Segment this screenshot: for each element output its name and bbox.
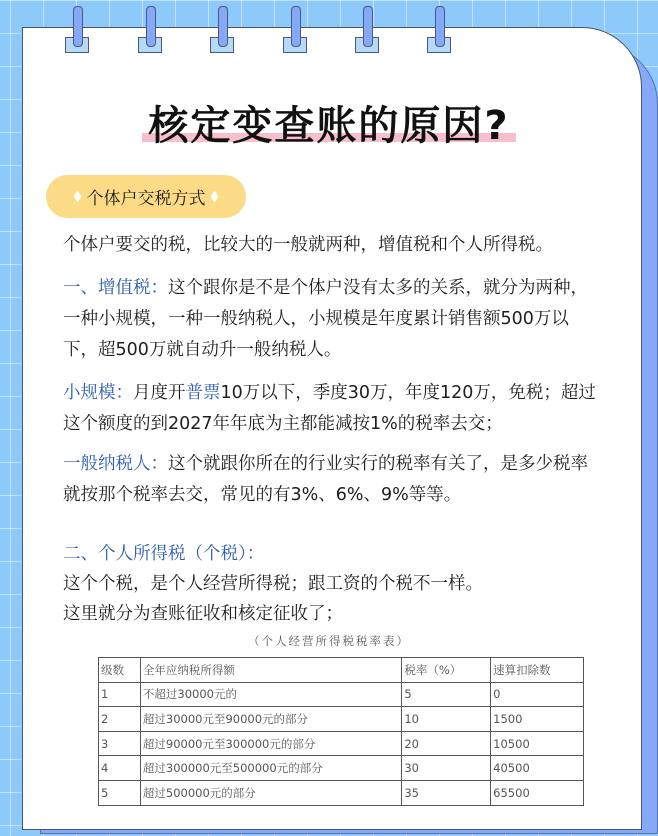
table-caption: （个人经营所得税税率表） <box>248 634 410 648</box>
vat-heading: 一、增值税： <box>63 278 168 298</box>
binder-ring-icon <box>363 6 379 52</box>
intro-paragraph <box>63 230 603 261</box>
header-cell: 税率（%） <box>402 658 491 683</box>
intro-text: 个体户要交的税，比较大的一般就两种，增值税和个人所得税。 <box>63 235 553 255</box>
header-cell: 速算扣除数 <box>491 658 584 683</box>
table-cell: 10500 <box>491 731 584 756</box>
header-cell: 全年应纳税所得额 <box>140 658 401 683</box>
vat-body: 这个跟你是不是个体户没有太多的关系，就分为两种，一种小规模，一种一般纳税人，小规模是年度累计销售额500万以下，超500万就自动升一般纳税人。 <box>63 278 588 360</box>
table-cell: 超过90000元至300000元的部分 <box>140 731 401 756</box>
diamond-icon <box>211 191 219 203</box>
table-cell: 1500 <box>491 707 584 732</box>
table-cell: 不超过30000元的 <box>140 682 401 707</box>
table-cell: 20 <box>402 731 491 756</box>
pit-line-1-text: 这个个税，是个人经营所得税；跟工资的个税不一样。 <box>63 574 483 594</box>
table-cell: 0 <box>491 682 584 707</box>
table-cell: 2 <box>99 707 141 732</box>
binder-ring-icon <box>218 6 234 52</box>
table-row <box>99 780 584 805</box>
pit-line-2 <box>63 599 603 630</box>
table-cell: 超过300000元至500000元的部分 <box>140 756 401 781</box>
table-header-row <box>99 658 584 683</box>
pit-line-2-text: 这里就分为查账征收和核定征收了； <box>63 604 343 624</box>
pit-heading-line <box>63 539 603 570</box>
table-cell: 超过30000元至90000元的部分 <box>140 707 401 732</box>
table-cell: 30 <box>402 756 491 781</box>
small-scale-paragraph <box>63 378 603 440</box>
page-title: 核定变查账的原因? <box>142 94 515 151</box>
small-scale-highlight: 普票 <box>185 383 221 403</box>
table-cell: 65500 <box>491 780 584 805</box>
section-pill <box>46 175 246 218</box>
table-row <box>99 731 584 756</box>
page-title-wrapper <box>0 94 658 151</box>
table-cell: 5 <box>402 682 491 707</box>
vat-paragraph <box>63 273 603 366</box>
table-cell: 超过500000元的部分 <box>140 780 401 805</box>
table-cell: 10 <box>402 707 491 732</box>
small-scale-body-after: 10万以下，季度30万，年度120万，免税；超过这个额度的到2027年年底为主都能减按1%的税率去交； <box>63 383 596 434</box>
table-row <box>99 707 584 732</box>
small-scale-body-before: 月度开 <box>133 383 186 403</box>
binder-ring-icon <box>435 6 451 52</box>
general-taxpayer-heading: 一般纳税人： <box>63 454 168 474</box>
header-cell: 级数 <box>99 658 141 683</box>
small-scale-heading: 小规模： <box>63 383 133 403</box>
binder-ring-icon <box>73 6 89 52</box>
general-taxpayer-paragraph <box>63 449 603 511</box>
table-cell: 4 <box>99 756 141 781</box>
pit-line-1 <box>63 569 603 600</box>
diamond-icon <box>74 191 82 203</box>
section-pill-label: 个体户交税方式 <box>86 189 206 209</box>
table-row <box>99 682 584 707</box>
table-cell: 5 <box>99 780 141 805</box>
table-cell: 40500 <box>491 756 584 781</box>
table-row <box>99 756 584 781</box>
binder-ring-icon <box>146 6 162 52</box>
table-cell: 35 <box>402 780 491 805</box>
table-cell: 1 <box>99 682 141 707</box>
table-cell: 3 <box>99 731 141 756</box>
tax-rate-table <box>98 657 584 806</box>
general-taxpayer-body: 这个就跟你所在的行业实行的税率有关了，是多少税率就按那个税率去交，常见的有3%、6%、9%等等。 <box>63 454 588 505</box>
pit-heading: 二、个人所得税（个税）： <box>63 544 265 564</box>
binder-ring-icon <box>291 6 307 52</box>
